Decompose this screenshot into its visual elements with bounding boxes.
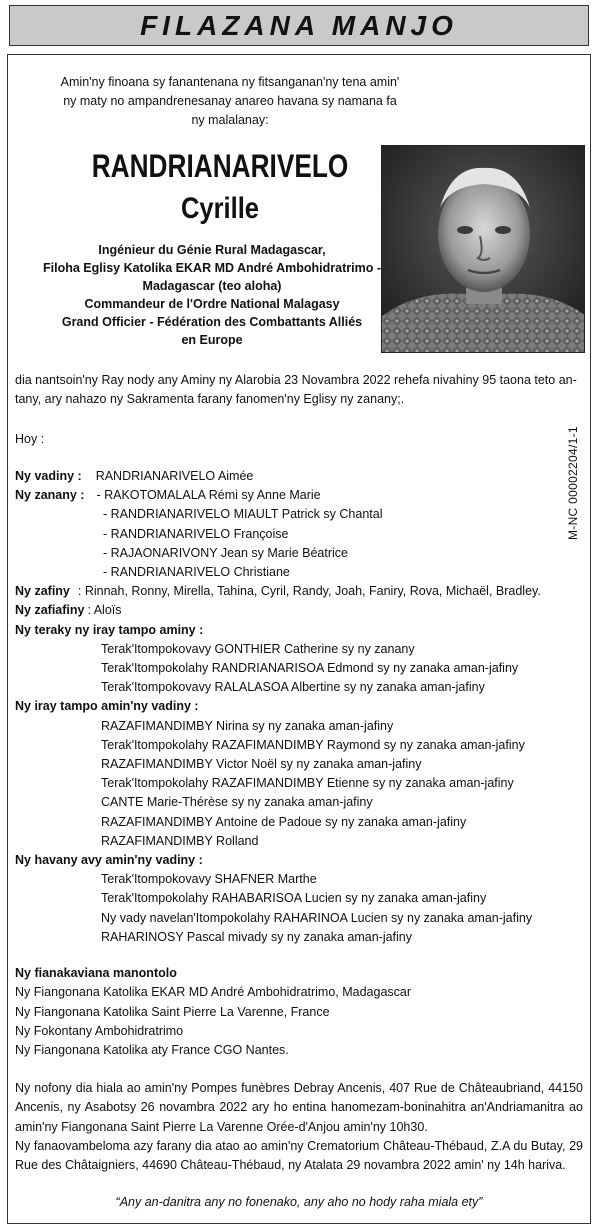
community-entry: Ny Fiangonana Katolika EKAR MD André Ambohidratrimo, Madagascar bbox=[15, 985, 412, 1000]
intro-line: Amin'ny finoana sy fanantenana ny fitsanganan'ny tena amin' bbox=[60, 75, 400, 89]
child-name: - RANDRIANARIVELO Françoise bbox=[103, 526, 289, 541]
relative-entry: Terak'Itompokovavy SHAFNER Marthe bbox=[101, 872, 317, 887]
sibling-entry: RAZAFIMANDIMBY Antoine de Padoue sy ny zanaka aman-jafiny bbox=[101, 814, 467, 829]
funeral-paragraph: Ny fanaovambeloma azy farany dia atao ao amin'ny Crematorium Château-Thébaud, Z.A du Butay, 29 Rue des Châtaigniers, 44690 Château-Thébaud, ny Atalata 29 novambra 2022 amin' ny 14h hariva. bbox=[15, 1138, 583, 1173]
children-row bbox=[15, 486, 590, 505]
relative-entry: Ny vady navelan'Itompokolahy RAHARINOA Lucien sy ny zanaka aman-jafiny bbox=[101, 910, 533, 925]
title-line: Filoha Eglisy Katolika EKAR MD André Ambohidratrimo - bbox=[43, 261, 381, 275]
grandchildren-label: Ny zafiny bbox=[15, 584, 70, 599]
sibling-entry: CANTE Marie-Thérèse sy ny zanaka aman-jafiny bbox=[101, 795, 373, 810]
spouse-row bbox=[15, 467, 590, 486]
community-list bbox=[15, 964, 585, 1060]
relatives-label: Ny havany avy amin'ny vadiny : bbox=[15, 853, 203, 868]
sibling-entry: Terak'Itompokolahy RAZAFIMANDIMBY Raymond sy ny zanaka aman-jafiny bbox=[101, 737, 525, 752]
nephew-entry: Terak'Itompokovavy GONTHIER Catherine sy ny zanany bbox=[101, 641, 415, 656]
deceased-portrait bbox=[381, 145, 585, 353]
child-name: - RAKOTOMALALA Rémi sy Anne Marie bbox=[96, 488, 321, 503]
grandchildren-names: : Rinnah, Ronny, Mirella, Tahina, Cyril, Randy, Joah, Faniry, Rova, Michaël, Bradley. bbox=[77, 584, 541, 599]
grandchildren-row bbox=[15, 582, 590, 601]
notice-header bbox=[9, 5, 589, 46]
relative-entry: Terak'Itompokolahy RAHABARISOA Lucien sy ny zanaka aman-jafiny bbox=[101, 891, 487, 906]
child-name: - RAJAONARIVONY Jean sy Marie Béatrice bbox=[103, 545, 348, 560]
family-list bbox=[15, 467, 590, 947]
intro-line: ny malalanay: bbox=[191, 113, 269, 127]
intro-line: ny maty no ampandrenesanay anareo havana sy namana fa bbox=[63, 94, 397, 108]
title-line: Commandeur de l'Ordre National Malagasy bbox=[84, 297, 340, 311]
spouse-label: Ny vadiny : bbox=[15, 469, 82, 483]
great-grandchildren-label: Ny zafiafiny bbox=[15, 603, 85, 618]
title-line: Madagascar (teo aloha) bbox=[142, 279, 282, 293]
relative-entry: RAHARINOSY Pascal mivady sy ny zanaka aman-jafiny bbox=[101, 929, 412, 944]
title-line: Grand Officier - Fédération des Combattants Alliés bbox=[61, 315, 363, 329]
announcement-text: dia nantsoin'ny Ray nody any Aminy ny Alarobia 23 Novambra 2022 rehefa nivahiny 95 taona teto an-tany, ary nahazo ny Sakramenta farany fanomen'ny Eglisy ny zanany;. bbox=[15, 373, 577, 406]
community-label: Ny fianakaviana manontolo bbox=[15, 966, 177, 980]
sibling-entry: RAZAFIMANDIMBY Nirina sy ny zanaka aman-jafiny bbox=[101, 718, 394, 733]
deceased-titles bbox=[12, 241, 412, 349]
community-entry: Ny Fiangonana Katolika Saint Pierre La Varenne, France bbox=[15, 1004, 330, 1019]
reference-code: M-NC 00002204/1-1 bbox=[566, 426, 580, 540]
great-grandchildren-names: : Aloïs bbox=[87, 603, 122, 618]
great-grandchildren-row bbox=[15, 601, 590, 620]
funeral-paragraph: Ny nofony dia hiala ao amin'ny Pompes funèbres Debray Ancenis, 407 Rue de Châteaubriand, 44150 Ancenis, ny Asabotsy 26 novambra 2022 ary ho entina hanomezam-boninahitra an'Andriamanitra ao amin'ny Fiangonana Saint Pierre La Varenne Orée-d'Anjou amin'ny 10h30. bbox=[15, 1081, 583, 1134]
sibling-entry: RAZAFIMANDIMBY Rolland bbox=[101, 833, 259, 848]
community-entry: Ny Fokontany Ambohidratrimo bbox=[15, 1023, 184, 1038]
deceased-firstname: Cyrille bbox=[181, 192, 259, 225]
children-label: Ny zanany : bbox=[15, 488, 85, 503]
portrait-image bbox=[382, 146, 585, 353]
sibling-entry: RAZAFIMANDIMBY Victor Noël sy ny zanaka aman-jafiny bbox=[101, 757, 422, 772]
closing-quote: “Any an-danitra any no fonenako, any aho no hody raha miala ety” bbox=[115, 1195, 483, 1209]
nephew-entry: Terak'Itompokolahy RANDRIANARISOA Edmond sy ny zanaka aman-jafiny bbox=[101, 661, 519, 676]
nephew-entry: Terak'Itompokovavy RALALASOA Albertine sy ny zanaka aman-jafiny bbox=[101, 680, 485, 695]
sibling-entry: Terak'Itompokolahy RAZAFIMANDIMBY Etienne sy ny zanaka aman-jafiny bbox=[101, 776, 514, 791]
community-entry: Ny Fiangonana Katolika aty France CGO Nantes. bbox=[15, 1043, 289, 1058]
hoy-label: Hoy : bbox=[15, 432, 45, 446]
intro-text bbox=[60, 73, 400, 130]
title-line: Ingénieur du Génie Rural Madagascar, bbox=[98, 243, 326, 257]
deceased-surname: RANDRIANARIVELO bbox=[91, 148, 349, 184]
nephews-label: Ny teraky ny iray tampo aminy : bbox=[15, 622, 204, 637]
siblings-in-law-label: Ny iray tampo amin'ny vadiny : bbox=[15, 699, 199, 714]
child-name: - RANDRIANARIVELO Christiane bbox=[103, 565, 290, 580]
child-name: - RANDRIANARIVELO MIAULT Patrick sy Chantal bbox=[103, 507, 383, 522]
notice-header-title: FILAZANA MANJO bbox=[140, 9, 458, 41]
funeral-details bbox=[15, 1079, 583, 1175]
title-line: en Europe bbox=[181, 333, 243, 347]
spouse-name: RANDRIANARIVELO Aimée bbox=[95, 469, 254, 483]
